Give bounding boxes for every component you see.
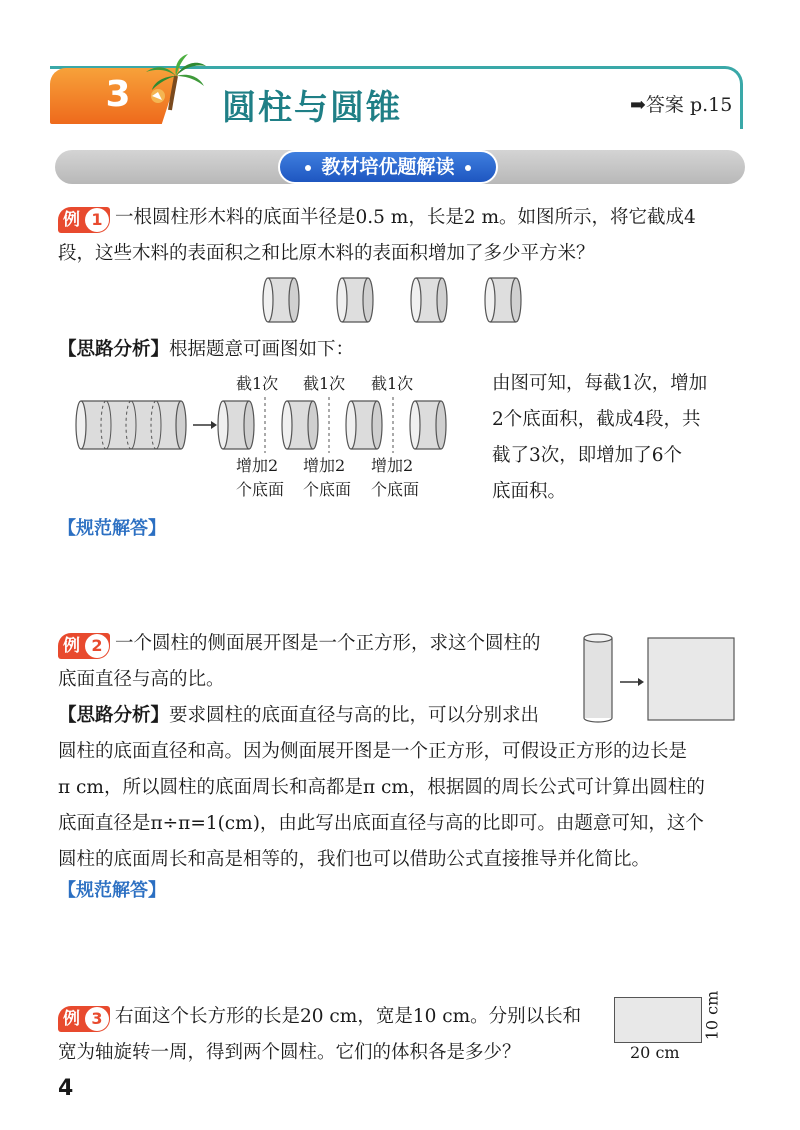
example-1-question-line1: 一根圆柱形木料的底面半径是0.5 m，长是2 m。如图所示，将它截成4 [115,207,696,228]
side-note-line: 截了3次，即增加了6个 [492,445,683,466]
example-2-analysis [58,698,705,878]
badge-label: 例 [63,210,80,230]
badge-number: 1 [85,208,109,232]
analysis-line: 要求圆柱的底面直径与高的比，可以分别求出 [169,705,540,726]
example-1-question-line2: 段，这些木料的表面积之和比原木料的表面积增加了多少平方米？ [58,243,595,264]
analysis-line: 底面直径是π÷π=1(cm)，由此写出底面直径与高的比即可。由题意可知，这个 [58,813,704,834]
banner-dot-left [305,165,311,171]
badge-number: 2 [85,634,109,658]
increase-label-2 [303,454,351,502]
section-banner-title [278,150,498,184]
example-2-question-line1: 一个圆柱的侧面展开图是一个正方形，求这个圆柱的 [115,633,541,654]
side-note-line: 底面积。 [492,481,567,502]
increase-line1: 增加2 [236,456,279,475]
example-3-rectangle [614,997,702,1043]
side-note-line: 2个底面积，截成4段，共 [492,409,701,430]
increase-line1: 增加2 [371,456,414,475]
analysis-label: 【思路分析】 [58,339,170,360]
rectangle-width-label: 10 cm [702,990,722,1041]
banner-dot-right [465,165,471,171]
example-1-badge [58,207,110,233]
example-1-cut-diagram [75,395,455,455]
cut-label-1: 截1次 [236,374,279,393]
increase-line2: 个底面 [303,480,352,499]
increase-line1: 增加2 [303,456,346,475]
example-1-solution-label: 【规范解答】 [58,518,166,539]
increase-label-1 [236,454,284,502]
cylinder-piece [263,278,299,322]
banner-title-text: 教材培优题解读 [321,156,455,178]
badge-number: 3 [85,1007,109,1031]
chapter-number: 3 [105,74,131,115]
cut-label-2: 截1次 [303,374,346,393]
example-2-solution-label: 【规范解答】 [58,880,166,901]
answer-reference: ➡答案 p.15 [630,94,733,116]
example-2-question-line2: 底面直径与高的比。 [58,669,225,690]
chapter-title: 圆柱与圆锥 [222,88,402,128]
cut-label-3: 截1次 [371,374,414,393]
side-note-line: 由图可知，每截1次，增加 [492,373,708,394]
analysis-line: π cm，所以圆柱的底面周长和高都是π cm，根据圆的周长公式可计算出圆柱的 [58,777,705,798]
analysis-line: 圆柱的底面直径和高。因为侧面展开图是一个正方形，可假设正方形的边长是 [58,741,688,762]
example-3-badge [58,1006,110,1032]
page-number: 4 [58,1076,74,1101]
example-1-side-note [492,366,707,510]
example-1-analysis [58,332,354,368]
example-3-question-line1: 右面这个长方形的长是20 cm，宽是10 cm。分别以长和 [115,1006,582,1027]
palm-tree-icon [140,52,210,112]
increase-line2: 个底面 [371,480,420,499]
example-3-question-line2: 宽为轴旋转一周，得到两个圆柱。它们的体积各是多少？ [58,1042,521,1063]
example-1-four-cylinders [260,272,540,328]
badge-label: 例 [63,1009,80,1029]
example-2-badge [58,633,110,659]
analysis-label: 【思路分析】 [58,705,170,726]
badge-label: 例 [63,636,80,656]
analysis-line: 圆柱的底面周长和高是相等的，我们也可以借助公式直接推导并化简比。 [58,849,651,870]
rectangle-length-label: 20 cm [630,1043,680,1062]
increase-label-3 [371,454,419,502]
increase-line2: 个底面 [236,480,285,499]
analysis-text: 根据题意可画图如下： [169,339,355,360]
